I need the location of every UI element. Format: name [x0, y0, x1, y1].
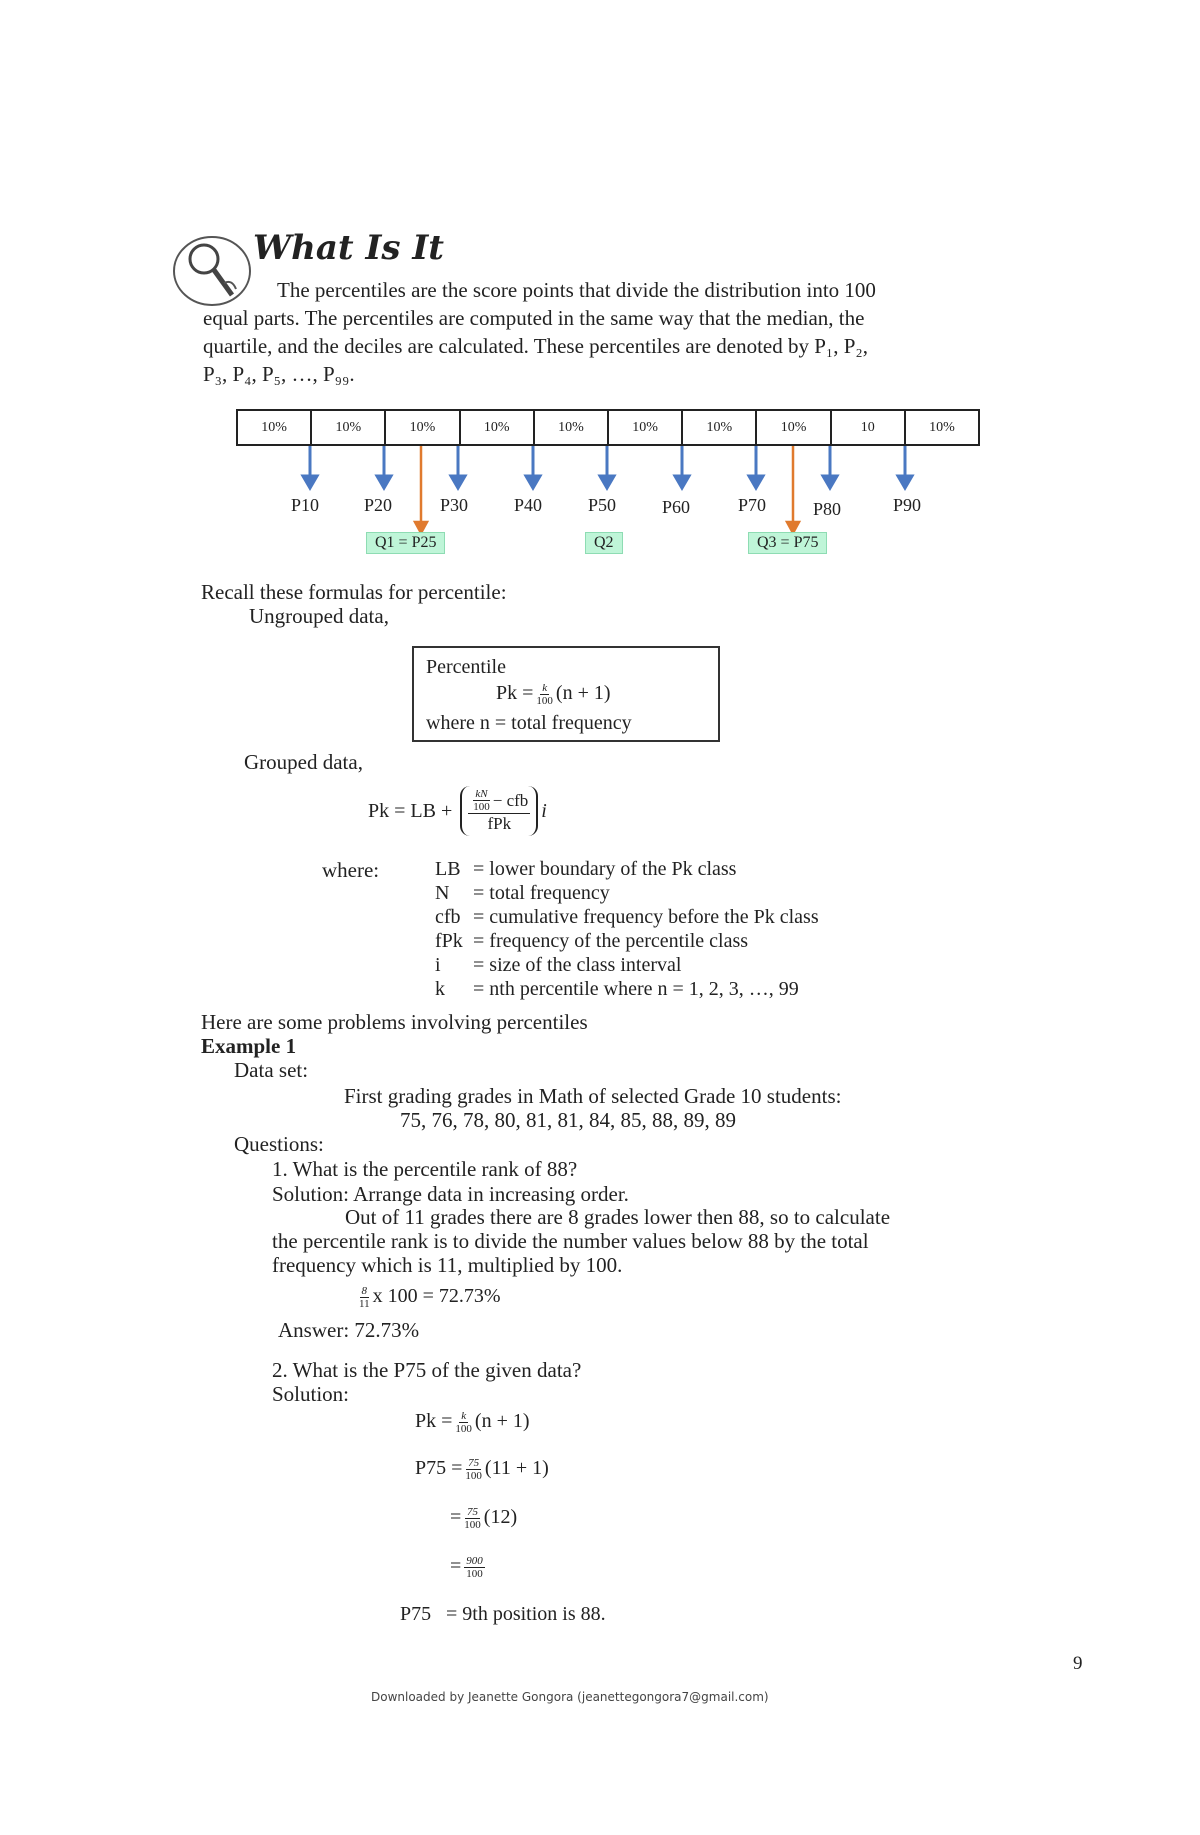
section-title: What Is It — [253, 228, 444, 268]
data-set-label: Data set: — [234, 1058, 309, 1082]
grouped-formula — [368, 786, 547, 836]
percentile-label: P20 — [364, 495, 393, 515]
bar-segment: 10% — [238, 411, 312, 444]
percentile-label: P50 — [588, 495, 617, 515]
fraction-numerator: kN — [475, 788, 488, 800]
question-2: 2. What is the P75 of the given data? — [272, 1358, 582, 1382]
percentile-bar — [236, 409, 980, 446]
q1-calculation — [356, 1285, 501, 1310]
percentile-label: P40 — [514, 495, 543, 515]
q1-explanation: the percentile rank is to divide the number values below 88 by the total — [272, 1229, 869, 1253]
bar-segment: 10% — [757, 411, 831, 444]
percentile-label: P70 — [738, 495, 767, 515]
where-row — [435, 977, 819, 1001]
where-definition: = frequency of the percentile class — [473, 930, 749, 952]
bar-segment: 10% — [609, 411, 683, 444]
bar-segment: 10 — [832, 411, 906, 444]
bar-segment: 10% — [929, 419, 955, 435]
percentile-label: P80 — [813, 499, 842, 519]
fraction-denominator: 11 — [359, 1298, 370, 1310]
q1-explanation: frequency which is 11, multiplied by 100. — [272, 1253, 623, 1277]
grouped-fraction — [468, 788, 530, 834]
quartile-badge: Q2 — [585, 532, 623, 554]
where-definition: = nth percentile where n = 1, 2, 3, …, 99 — [473, 978, 799, 1000]
intro-line: quartile, and the deciles are calculated. These percentiles are denoted by P₁, P₂, — [203, 334, 868, 358]
q2-step-1 — [415, 1410, 530, 1435]
example-lead: Here are some problems involving percentiles — [201, 1010, 588, 1034]
where-definition: = size of the class interval — [473, 954, 682, 976]
q2-step-2 — [415, 1457, 549, 1482]
page-number: 9 — [1073, 1653, 1083, 1674]
bar-segment: 10% — [461, 411, 535, 444]
intro-line: The percentiles are the score points that divide the distribution into 100 — [277, 278, 876, 302]
percentile-label: P30 — [440, 495, 469, 515]
percentile-label: P60 — [662, 497, 691, 517]
step-fraction — [464, 1506, 481, 1531]
bar-segment: 10% — [386, 411, 460, 444]
bar-segment: 10% — [683, 411, 757, 444]
intro-line: P₃, P₄, P₅, …, P₉₉. — [203, 362, 355, 386]
q1-calc-text: x 100 = 72.73% — [372, 1285, 501, 1308]
fraction-numerator: 75 — [468, 1457, 480, 1469]
where-term: N — [435, 882, 450, 904]
where-row — [435, 953, 819, 977]
where-definition: = lower boundary of the Pk class — [473, 858, 737, 880]
where-definition: = total frequency — [473, 882, 610, 904]
step-fraction — [455, 1410, 472, 1435]
step-rhs: (n + 1) — [474, 1410, 530, 1433]
grouped-numerator — [468, 788, 530, 814]
step-fraction — [465, 1457, 482, 1482]
where-row — [435, 905, 819, 929]
formula-rhs: (n + 1) — [555, 682, 611, 705]
bar-segment: 10% — [312, 411, 386, 444]
q2-step-4 — [450, 1555, 488, 1580]
where-definition: = cumulative frequency before the Pk class — [473, 906, 819, 928]
step-lhs: Pk = — [415, 1410, 453, 1433]
fraction-numerator: 8 — [361, 1285, 368, 1297]
step-lhs: = — [450, 1555, 462, 1578]
magnifier-icon — [172, 233, 262, 313]
formula-lhs: Pk = — [496, 682, 534, 705]
example-title: Example 1 — [201, 1034, 297, 1058]
final-rhs: = 9th position is 88. — [446, 1603, 606, 1625]
where-term: cfb — [435, 906, 461, 928]
where-term: LB — [435, 858, 461, 880]
intro-line: equal parts. The percentiles are computed in the same way that the median, the — [203, 306, 865, 330]
grouped-denominator: fPk — [487, 814, 512, 833]
where-row — [435, 857, 819, 881]
step-rhs: (12) — [483, 1506, 518, 1529]
fraction-numerator: k — [542, 682, 548, 694]
download-note: Downloaded by Jeanette Gongora (jeanettegongora7@gmail.com) — [371, 1690, 769, 1704]
q2-solution: Solution: — [272, 1382, 350, 1406]
fraction-denominator: 100 — [473, 801, 490, 813]
where-row — [435, 929, 819, 953]
where-term: fPk — [435, 930, 463, 952]
fraction-denominator: 100 — [464, 1519, 481, 1531]
where-table — [435, 857, 819, 1001]
data-values: 75, 76, 78, 80, 81, 81, 84, 85, 88, 89, 89 — [400, 1108, 736, 1132]
where-term: i — [435, 954, 441, 976]
fraction-denominator: 100 — [536, 695, 553, 707]
step-fraction — [464, 1555, 485, 1580]
where-label: where: — [322, 858, 380, 882]
quartile-badge: Q1 = P25 — [366, 532, 445, 554]
fraction-denominator: 100 — [455, 1423, 472, 1435]
ungrouped-formula — [496, 682, 611, 707]
q1-fraction — [359, 1285, 370, 1310]
formula-fraction — [536, 682, 553, 707]
grouped-i: i — [541, 799, 547, 822]
fraction-numerator: 900 — [466, 1555, 483, 1567]
q1-answer: Answer: 72.73% — [278, 1318, 420, 1342]
ungrouped-label: Ungrouped data, — [249, 604, 389, 628]
question-1: 1. What is the percentile rank of 88? — [272, 1157, 578, 1181]
percentile-label: P90 — [893, 495, 922, 515]
fraction-numerator: 75 — [467, 1506, 479, 1518]
fraction-denominator: 100 — [465, 1470, 482, 1482]
fraction-denominator: 100 — [466, 1568, 483, 1580]
grouped-lhs: Pk = LB + — [368, 799, 453, 822]
grouped-minus: − cfb — [492, 790, 529, 810]
q1-solution: Solution: Arrange data in increasing order. — [272, 1182, 629, 1206]
where-term: k — [435, 978, 445, 1000]
formula-box-title: Percentile — [426, 656, 506, 678]
questions-label: Questions: — [234, 1132, 324, 1156]
quartile-badge: Q3 = P75 — [748, 532, 827, 554]
step-lhs: = — [450, 1506, 462, 1529]
data-description: First grading grades in Math of selected Grade 10 students: — [344, 1084, 842, 1108]
percentile-formula-box — [412, 646, 720, 742]
inner-fraction — [473, 788, 490, 813]
bar-segment: 10% — [535, 411, 609, 444]
formula-where: where n = total frequency — [426, 712, 632, 734]
where-row — [435, 881, 819, 905]
recall-text: Recall these formulas for percentile: — [201, 580, 507, 604]
fraction-numerator: k — [461, 1410, 467, 1422]
q2-step-3 — [450, 1506, 517, 1531]
step-rhs: (11 + 1) — [484, 1457, 549, 1480]
final-lhs: P75 — [400, 1603, 432, 1625]
step-lhs: P75 = — [415, 1457, 463, 1480]
percentile-label: P10 — [291, 495, 320, 515]
q2-final — [400, 1603, 606, 1626]
q1-explanation: Out of 11 grades there are 8 grades lower then 88, so to calculate — [345, 1205, 891, 1229]
grouped-paren — [460, 786, 538, 836]
grouped-label: Grouped data, — [244, 750, 363, 774]
